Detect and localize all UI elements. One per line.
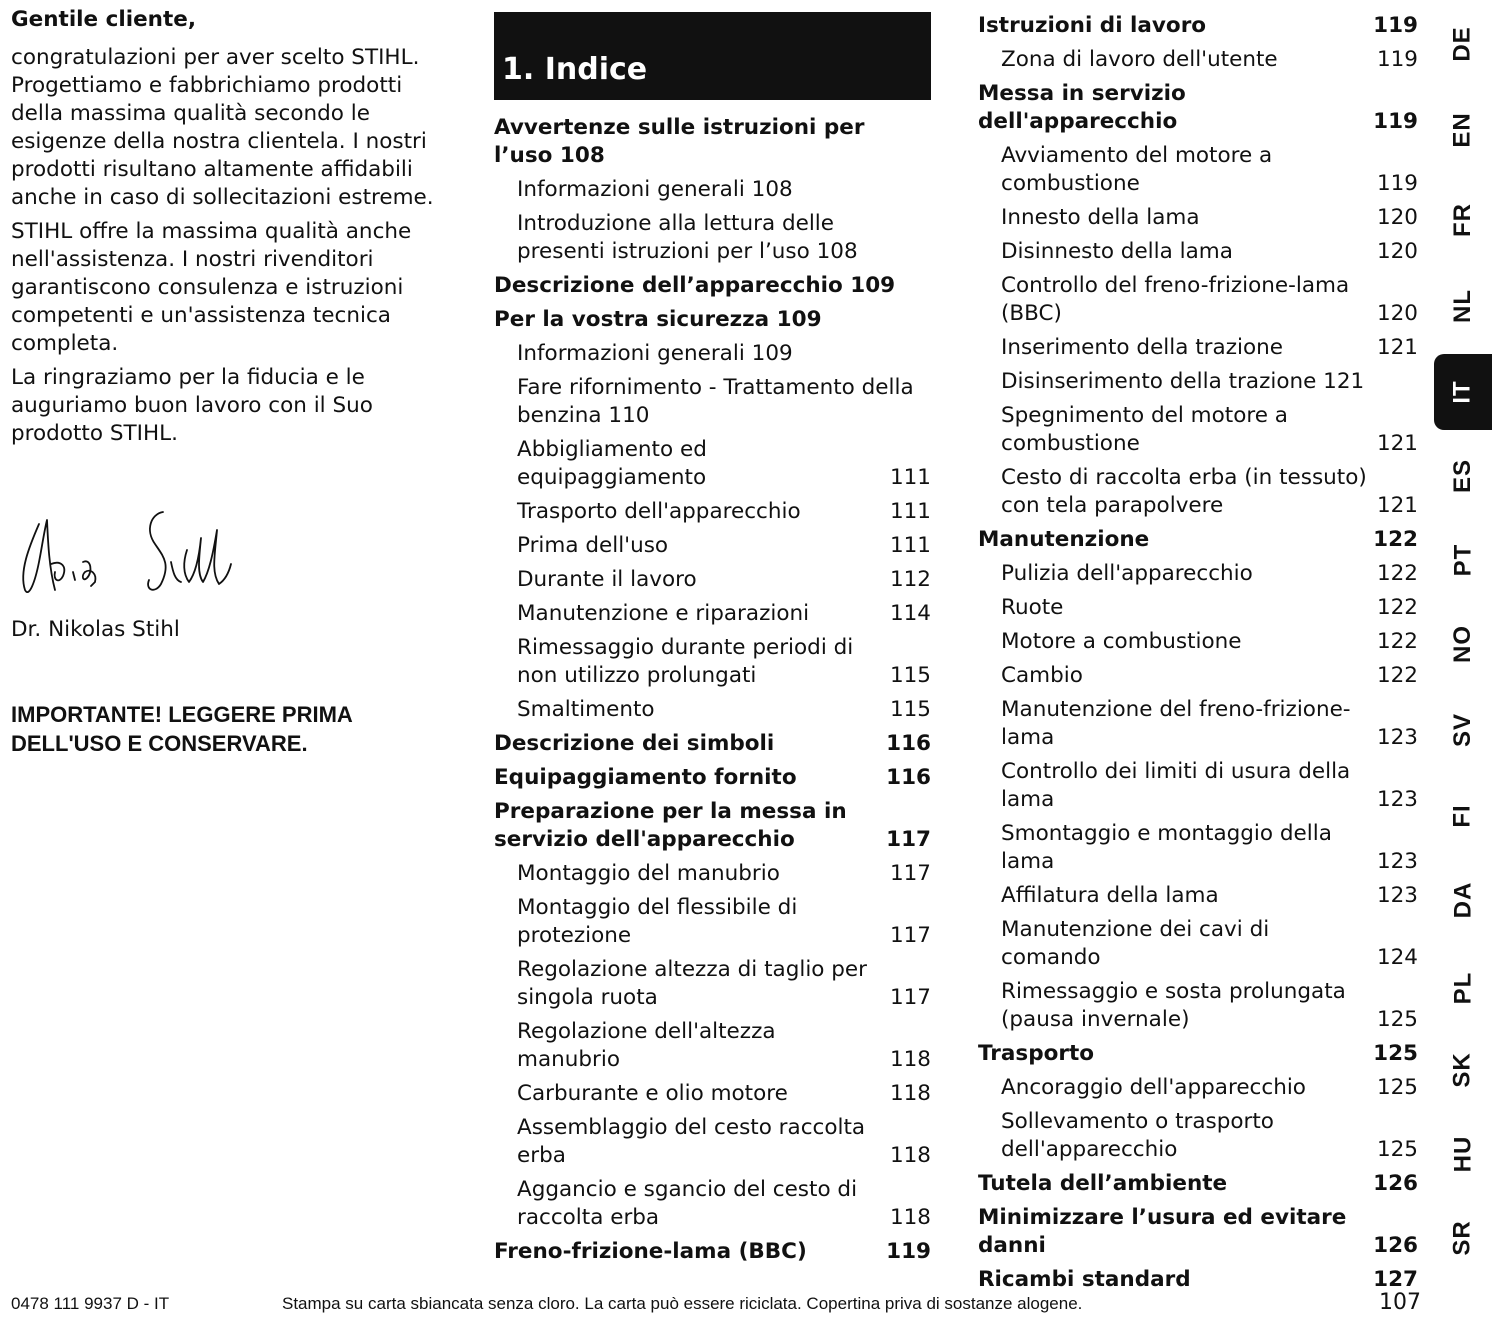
toc-entry-page: 112 [889,567,931,592]
toc-entry-text: Per la vostra sicurezza 109 [494,307,822,332]
toc-entry-page: 117 [889,985,931,1010]
toc-subsection-entry [978,238,1418,266]
toc-section-entry [978,526,1418,554]
toc-subsection-entry [978,594,1418,622]
page-number: 107 [1379,1290,1421,1315]
toc-subsection-entry [494,956,931,1012]
toc-subsection-entry [978,402,1418,458]
language-tab-label: NL [1449,289,1476,323]
language-tab-label: PL [1448,971,1476,1005]
toc-entry-page: 126 [1373,1233,1418,1258]
toc-entry-text: Smontaggio e montaggio della lama [1001,821,1332,874]
toc-entry-page: 119 [1373,13,1418,38]
toc-entry-text: Montaggio del manubrio [517,861,780,886]
toc-entry-page: 126 [1373,1171,1418,1196]
toc-section-entry [494,306,931,334]
language-tab-label: FI [1448,804,1476,828]
toc-entry-text: Tutela dell’ambiente [978,1171,1228,1196]
language-tab-label: DA [1448,881,1476,919]
language-tab-label: IT [1448,380,1476,404]
toc-subsection-entry [494,696,931,724]
toc-entry-text: Motore a combustione [1001,629,1242,654]
toc-subsection-entry [494,340,931,368]
footer [11,1290,1421,1320]
toc-entry-page: 122 [1376,629,1418,654]
language-tab-pt[interactable] [1434,530,1492,590]
signer-name: Dr. Nikolas Stihl [11,617,180,642]
toc-entry-text: Rimessaggio e sosta prolungata (pausa invernale) [1001,979,1346,1032]
toc-subsection-entry [978,1074,1418,1102]
toc-entry-text: Pulizia dell'apparecchio [1001,561,1253,586]
toc-section-entry [494,114,931,170]
toc-entry-page: 127 [1373,1267,1418,1292]
toc-entry-page: 125 [1376,1007,1418,1032]
toc-subsection-entry [978,1108,1418,1164]
document-code: 0478 111 9937 D - IT [11,1294,170,1313]
toc-list [978,12,1418,1294]
intro-paragraph: congratulazioni per aver scelto STIHL. Progettiamo e fabbrichiamo prodotti della massima qualità secondo le esigenze della nostra clientela. I nostri prodotti risultano altamente affidabili anche in caso di sollecitazioni estreme. [11,45,434,210]
toc-entry-page: 120 [1376,205,1418,230]
toc-subsection-entry [494,176,931,204]
toc-entry-text: Descrizione dei simboli [494,731,775,756]
index-column-2 [978,12,1418,1300]
toc-entry-page: 123 [1376,883,1418,908]
language-tab-es[interactable] [1434,446,1492,506]
toc-entry-text: Durante il lavoro [517,567,697,592]
toc-entry-text: Zona di lavoro dell'utente [1001,47,1278,72]
toc-section-entry [494,798,931,854]
toc-subsection-entry [494,1176,931,1232]
toc-entry-page: 117 [889,861,931,886]
intro-paragraph: STIHL offre la massima qualità anche nell'assistenza. I nostri rivenditori garantiscono consulenza e istruzioni competenti e un'assistenza tecnica completa. [11,219,412,356]
toc-subsection-entry [494,566,931,594]
language-tab-label: EN [1449,112,1476,148]
toc-entry-text: Avvertenze sulle istruzioni per l’uso 108 [494,115,865,168]
toc-subsection-entry [494,374,931,430]
toc-entry-text: Manutenzione del freno-frizione-lama [1001,697,1351,750]
toc-entry-text: Inserimento della trazione [1001,335,1283,360]
toc-entry-page: 123 [1376,725,1418,750]
toc-subsection-entry [494,1080,931,1108]
index-column-1 [494,12,931,1272]
toc-entry-text: Spegnimento del motore a combustione [1001,403,1288,456]
toc-entry-text: Trasporto [978,1041,1095,1066]
toc-entry-page: 117 [889,923,931,948]
toc-section-entry [978,1040,1418,1068]
language-tab-en[interactable] [1434,100,1492,160]
toc-subsection-entry [978,978,1418,1034]
toc-subsection-entry [494,532,931,560]
toc-entry-page: 118 [889,1143,931,1168]
language-tab-nl[interactable] [1434,276,1492,336]
language-tab-label: DE [1449,26,1476,62]
intro-column [11,6,456,758]
language-tab-it[interactable] [1434,354,1492,430]
toc-entry-page: 121 [1376,431,1418,456]
toc-entry-page: 120 [1376,301,1418,326]
toc-subsection-entry [494,498,931,526]
toc-entry-text: Montaggio del flessibile di protezione [517,895,798,948]
toc-entry-page: 114 [889,601,931,626]
toc-entry-text: Abbigliamento ed equipaggiamento [517,437,707,490]
toc-entry-page: 121 [1376,493,1418,518]
toc-section-entry [978,12,1418,40]
language-tab-hu[interactable] [1434,1124,1492,1184]
toc-entry-text: Prima dell'uso [517,533,669,558]
toc-entry-text: Minimizzare l’usura ed evitare danni [978,1205,1347,1258]
toc-entry-page: 111 [889,499,931,524]
toc-subsection-entry [978,464,1418,520]
index-title: 1. Indice [494,12,931,100]
toc-subsection-entry [978,560,1418,588]
toc-entry-text: Ruote [1001,595,1064,620]
language-tab-sv[interactable] [1434,700,1492,760]
toc-entry-text: Regolazione dell'altezza manubrio [517,1019,776,1072]
toc-entry-page: 125 [1373,1041,1418,1066]
toc-entry-page: 123 [1376,849,1418,874]
toc-entry-page: 123 [1376,787,1418,812]
toc-entry-text: Introduzione alla lettura delle presenti istruzioni per l’uso 108 [517,211,858,264]
toc-subsection-entry [978,882,1418,910]
toc-entry-text: Trasporto dell'apparecchio [517,499,801,524]
toc-entry-page: 115 [889,663,931,688]
toc-entry-page: 118 [889,1081,931,1106]
language-tab-de[interactable] [1434,14,1492,74]
toc-list [494,114,931,1266]
toc-entry-text: Istruzioni di lavoro [978,13,1207,38]
toc-subsection-entry [494,1114,931,1170]
toc-section-entry [494,1238,931,1266]
toc-entry-text: Manutenzione e riparazioni [517,601,810,626]
toc-entry-page: 117 [886,827,931,852]
toc-entry-page: 118 [889,1047,931,1072]
toc-entry-text: Disinserimento della trazione 121 [1001,369,1365,394]
language-tab-fr[interactable] [1434,190,1492,250]
toc-subsection-entry [494,1018,931,1074]
toc-subsection-entry [978,272,1418,328]
toc-subsection-entry [978,916,1418,972]
toc-entry-text: Freno-frizione-lama (BBC) [494,1239,807,1264]
toc-subsection-entry [978,204,1418,232]
toc-entry-text: Descrizione dell’apparecchio 109 [494,273,896,298]
important-notice: IMPORTANTE! LEGGERE PRIMA DELL'USO E CONSERVARE. [11,702,352,756]
language-tab-da[interactable] [1434,870,1492,930]
toc-entry-text: Fare rifornimento - Trattamento della benzina 110 [517,375,914,428]
toc-entry-page: 124 [1376,945,1418,970]
toc-entry-text: Equipaggiamento fornito [494,765,797,790]
toc-entry-text: Rimessaggio durante periodi di non utilizzo prolungati [517,635,854,688]
toc-entry-page: 119 [886,1239,931,1264]
toc-entry-text: Messa in servizio dell'apparecchio [978,81,1186,134]
toc-entry-text: Innesto della lama [1001,205,1200,230]
toc-entry-text: Affilatura della lama [1001,883,1219,908]
language-tab-label: SR [1449,1220,1476,1256]
toc-entry-page: 122 [1376,561,1418,586]
toc-entry-page: 111 [889,533,931,558]
language-tab-fi[interactable] [1434,786,1492,846]
toc-entry-text: Ricambi standard [978,1267,1191,1292]
toc-entry-text: Carburante e olio motore [517,1081,788,1106]
language-tab-label: SV [1448,712,1476,748]
toc-entry-page: 125 [1376,1075,1418,1100]
toc-entry-text: Regolazione altezza di taglio per singola ruota [517,957,867,1010]
toc-subsection-entry [978,820,1418,876]
toc-entry-text: Ancoraggio dell'apparecchio [1001,1075,1306,1100]
toc-subsection-entry [978,696,1418,752]
toc-entry-text: Assemblaggio del cesto raccolta erba [517,1115,866,1168]
toc-section-entry [494,764,931,792]
toc-subsection-entry [978,46,1418,74]
toc-entry-page: 116 [886,731,931,756]
language-tab-sr[interactable] [1434,1208,1492,1268]
toc-entry-page: 119 [1373,109,1418,134]
toc-entry-page: 115 [889,697,931,722]
toc-entry-page: 120 [1376,239,1418,264]
toc-entry-page: 119 [1376,171,1418,196]
toc-entry-text: Controllo del freno-frizione-lama (BBC) [1001,273,1350,326]
toc-subsection-entry [494,210,931,266]
toc-entry-text: Controllo dei limiti di usura della lama [1001,759,1351,812]
toc-section-entry [978,1204,1418,1260]
toc-entry-text: Manutenzione [978,527,1150,552]
signature-image [11,502,251,602]
toc-entry-page: 122 [1376,663,1418,688]
toc-entry-text: Manutenzione dei cavi di comando [1001,917,1270,970]
toc-entry-page: 116 [886,765,931,790]
toc-subsection-entry [494,600,931,628]
toc-section-entry [494,730,931,758]
toc-subsection-entry [978,758,1418,814]
toc-entry-page: 121 [1376,335,1418,360]
toc-section-entry [978,80,1418,136]
language-tab-pl[interactable] [1434,958,1492,1018]
language-tab-label: HU [1448,1135,1476,1173]
toc-entry-page: 122 [1373,527,1418,552]
toc-entry-text: Informazioni generali 109 [517,341,793,366]
print-note: Stampa su carta sbiancata senza cloro. La carta può essere riciclata. Copertina priva di sostanze alogene. [282,1294,1083,1313]
toc-subsection-entry [494,436,931,492]
toc-subsection-entry [978,334,1418,362]
toc-entry-text: Informazioni generali 108 [517,177,793,202]
toc-entry-text: Disinnesto della lama [1001,239,1233,264]
toc-entry-text: Avviamento del motore a combustione [1001,143,1273,196]
language-tab-label: ES [1448,458,1476,494]
language-tab-label: FR [1449,203,1476,237]
language-tab-sk[interactable] [1434,1040,1492,1100]
intro-paragraph: La ringraziamo per la fiducia e le auguriamo buon lavoro con il Suo prodotto STIHL. [11,365,373,446]
language-tab-label: NO [1449,625,1476,663]
toc-section-entry [494,272,931,300]
toc-subsection-entry [494,860,931,888]
toc-entry-page: 118 [889,1205,931,1230]
toc-subsection-entry [494,634,931,690]
toc-subsection-entry [978,662,1418,690]
toc-entry-text: Sollevamento o trasporto dell'apparecchio [1001,1109,1274,1162]
language-tab-label: PT [1448,543,1476,577]
toc-entry-page: 122 [1376,595,1418,620]
toc-entry-page: 111 [889,465,931,490]
toc-entry-text: Cesto di raccolta erba (in tessuto) con tela parapolvere [1001,465,1367,518]
language-tabs [1434,0,1492,1270]
toc-entry-page: 119 [1376,47,1418,72]
toc-entry-text: Aggancio e sgancio del cesto di raccolta erba [517,1177,858,1230]
toc-entry-text: Preparazione per la messa in servizio dell'apparecchio [494,799,847,852]
toc-entry-page: 125 [1376,1137,1418,1162]
toc-entry-text: Cambio [1001,663,1083,688]
language-tab-no[interactable] [1434,614,1492,674]
toc-section-entry [978,1170,1418,1198]
toc-subsection-entry [494,894,931,950]
toc-subsection-entry [978,368,1418,396]
toc-entry-text: Smaltimento [517,697,655,722]
greeting: Gentile cliente, [11,7,197,32]
toc-subsection-entry [978,142,1418,198]
language-tab-label: SK [1449,1052,1476,1088]
toc-subsection-entry [978,628,1418,656]
